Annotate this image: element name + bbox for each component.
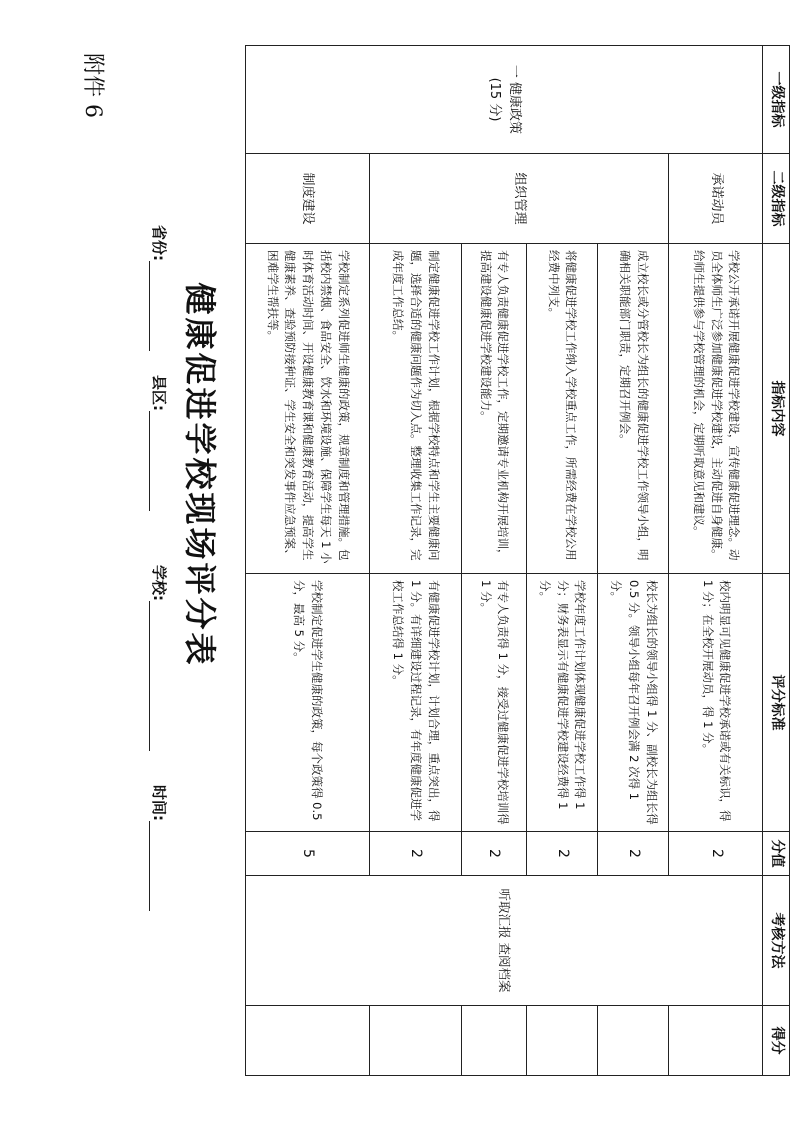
content-cell: 制定健康促进学校工作计划，根据学校特点和学生主要健康问题，选择合适的健康问题作为切入点。整理收集工作记录，完成年度工作总结。 bbox=[369, 244, 461, 574]
header-score-value: 分值 bbox=[763, 832, 790, 876]
score-cell[interactable] bbox=[369, 1006, 461, 1076]
rotated-content bbox=[10, 45, 790, 1075]
score-cell[interactable] bbox=[246, 1006, 370, 1076]
value-cell: 2 bbox=[669, 832, 763, 876]
score-table bbox=[245, 45, 790, 1076]
table-header-row bbox=[763, 46, 790, 1076]
header-level2: 二级指标 bbox=[763, 154, 790, 244]
criteria-cell: 学校制定促进学生健康的政策，每个政策得 0.5 分，最高 5 分。 bbox=[246, 574, 370, 832]
criteria-cell: 有健康促进学校计划，计划合理，重点突出，得 1 分。有详细建设过程记录，有年度健康促进学校工作总结得 1 分。 bbox=[369, 574, 461, 832]
province-field bbox=[148, 225, 170, 351]
school-blank[interactable] bbox=[149, 601, 166, 751]
header-level1: 一级指标 bbox=[763, 46, 790, 154]
level2-cell: 组织管理 bbox=[369, 154, 668, 244]
value-cell: 2 bbox=[369, 832, 461, 876]
header-score: 得分 bbox=[763, 1006, 790, 1076]
criteria-cell: 校长为组长的领导小组得 1 分、副校长为组长得 0.5 分。领导小组每年召开例会满 2 次得 1 分。 bbox=[597, 574, 668, 832]
school-label: 学校: bbox=[150, 565, 168, 601]
criteria-cell: 学校年度工作计划体现健康促进学校工作得 1 分；财务表显示有健康促进学校建设经费得 1 分。 bbox=[526, 574, 597, 832]
header-method: 考核方法 bbox=[763, 876, 790, 1006]
level2-cell: 制度建设 bbox=[246, 154, 370, 244]
header-content: 指标内容 bbox=[763, 244, 790, 574]
content-cell: 成立校长或分管校长为组长的健康促进学校工作领导小组，明确相关职能部门职责，定期召开例会。 bbox=[597, 244, 668, 574]
county-field bbox=[148, 375, 170, 511]
value-cell: 2 bbox=[526, 832, 597, 876]
school-field bbox=[148, 565, 170, 751]
content-cell: 将健康促进学校工作纳入学校重点工作，所需经费在学校公用经费中列支。 bbox=[526, 244, 597, 574]
content-cell: 学校公开承诺开展健康促进学校建设，宣传健康促进理念。动员全体师生广泛参加健康促进学校建设，主动促进自身健康。给师生提供参与学校管理的机会，定期听取意见和建议。 bbox=[669, 244, 763, 574]
method-cell: 听取汇报 查阅档案 bbox=[246, 876, 763, 1006]
score-cell[interactable] bbox=[526, 1006, 597, 1076]
level1-name: 一 健康政策 bbox=[507, 64, 523, 135]
value-cell: 5 bbox=[246, 832, 370, 876]
content-cell: 学校制定系列促进师生健康的政策，规章制度和管理措施。包括校内禁烟、食品安全、饮水和环境设施、保障学生每天 1 小时体育活动时间、开设健康教育课和健康教育活动，提高学生健康素养、查验预防接种证、学生安全和突发事件应急预案、困难学生帮扶等。 bbox=[246, 244, 370, 574]
table-row bbox=[669, 46, 763, 1076]
time-label: 时间: bbox=[150, 785, 168, 821]
level1-points: (15 分) bbox=[487, 77, 503, 122]
level1-cell bbox=[246, 46, 763, 154]
level2-cell: 承诺动员 bbox=[669, 154, 763, 244]
score-cell[interactable] bbox=[461, 1006, 526, 1076]
criteria-cell: 有专人负责得 1 分，接受过健康促进学校培训得 1 分。 bbox=[461, 574, 526, 832]
attachment-label: 附件 6 bbox=[80, 53, 105, 118]
value-cell: 2 bbox=[461, 832, 526, 876]
page-title: 健康促进学校现场评分表 bbox=[181, 282, 219, 668]
time-field bbox=[148, 785, 170, 911]
score-cell[interactable] bbox=[597, 1006, 668, 1076]
county-label: 县区: bbox=[150, 375, 168, 411]
value-cell: 2 bbox=[597, 832, 668, 876]
score-cell[interactable] bbox=[669, 1006, 763, 1076]
county-blank[interactable] bbox=[149, 411, 166, 511]
content-cell: 有专人负责健康促进学校工作，定期邀请专业机构开展培训，提高建设健康促进学校建设能力。 bbox=[461, 244, 526, 574]
time-blank[interactable] bbox=[149, 821, 166, 911]
header-criteria: 评分标准 bbox=[763, 574, 790, 832]
province-label: 省份: bbox=[150, 225, 168, 261]
criteria-cell: 校内明显可见健康促进学校承诺或有关标识，得 1 分；在全校开展动员，得 1 分。 bbox=[669, 574, 763, 832]
province-blank[interactable] bbox=[149, 261, 166, 351]
